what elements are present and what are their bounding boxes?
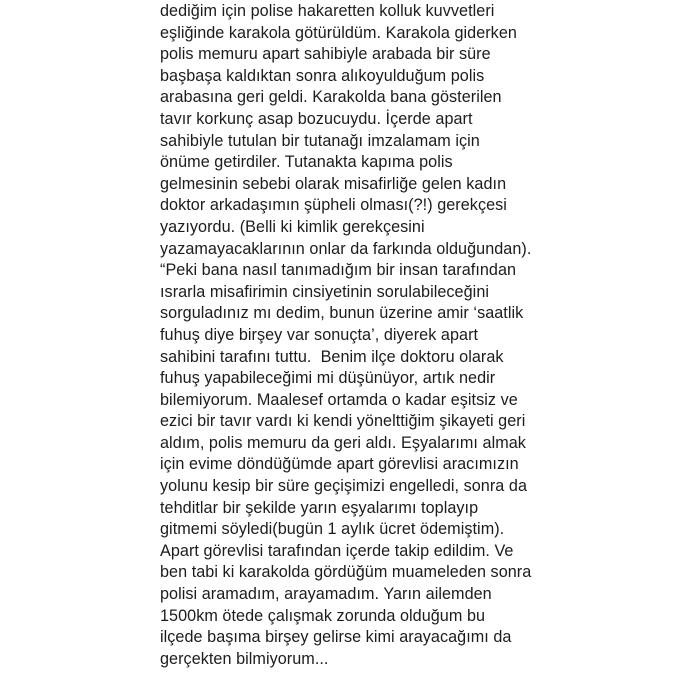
note-line: yazamayacaklarının onlar da farkında olduğundan). [160, 239, 532, 258]
note-line: ben tabi ki karakolda gördüğüm muameleden sonra [160, 563, 532, 582]
note-line: aldım, polis memuru da geri aldı. Eşyalarımı almak [160, 433, 526, 452]
note-line: yazıyordu. (Belli ki kimlik gerekçesini [160, 217, 425, 236]
note-line: sorguladınız mı dedim, bunun üzerine amir ‘saatlik [160, 304, 524, 323]
note-line: ezici bir tavır vardı ki kendi yönelttiğim şikayeti geri [160, 412, 526, 431]
note-line: doktor arkadaşımın şüpheli olması(?!) gerekçesi [160, 196, 507, 215]
note-line: dediğim için polise hakaretten kolluk kuvvetleri [160, 2, 495, 20]
note-line: gerçekten bilmiyorum... [160, 649, 329, 668]
note-line: eşliğinde karakola götürüldüm. Karakola giderken [160, 23, 517, 42]
note-line: bilemiyorum. Maalesef ortamda o kadar eşitsiz ve [160, 390, 518, 409]
note-line: polisi aramadım, arayamadım. Yarın ailemden [160, 585, 492, 604]
note-line: ilçede başıma birşey gelirse kimi arayacağımı da [160, 628, 512, 647]
note-text-block [160, 1, 580, 670]
note-line: fuhuş yapabileceğimi mi düşünüyor, artık nedir [160, 369, 496, 388]
note-line: fuhuş diye birşey var sonuçta’, diyerek apart [160, 325, 479, 344]
note-line: “Peki bana nasıl tanımadığım bir insan tarafından [160, 261, 517, 280]
note-line: polis memuru apart sahibiyle arabada bir süre [160, 45, 491, 64]
note-line: sahibiyle tutulan bir tutanağı imzalamam için [160, 131, 480, 150]
note-line: yolunu kesip bir süre geçişimizi engelledi, sonra da [160, 477, 528, 496]
note-line: gitmemi söyledi(bugün 1 aylık ücret ödemiştim). [160, 520, 505, 539]
note-line: tehditlar bir şekilde yarın eşyalarımı toplayıp [160, 498, 479, 517]
note-line: gelmesinin sebebi olarak misafirliğe gelen kadın [160, 174, 507, 193]
note-line: tavır korkunç asap bozucuydu. İçerde apart [160, 109, 473, 128]
note-line: önüme getirdiler. Tutanakta kapıma polis [160, 153, 453, 172]
note-line: Apart görevlisi tarafından içerde takip edildim. Ve [160, 541, 514, 560]
note-line: başbaşa kaldıktan sonra alıkoyulduğum polis [160, 66, 485, 85]
note-line: arabasına geri geldi. Karakolda bana gösterilen [160, 88, 502, 107]
note-line: sahibini tarafını tuttu. Benim ilçe doktoru olarak [160, 347, 504, 366]
note-line: için evime döndüğümde apart görevlisi aracımızın [160, 455, 519, 474]
note-line: 1500km ötede çalışmak zorunda olduğum bu [160, 606, 486, 625]
note-line: ısrarla misafirimin cinsiyetinin sorulabileceğini [160, 282, 490, 301]
